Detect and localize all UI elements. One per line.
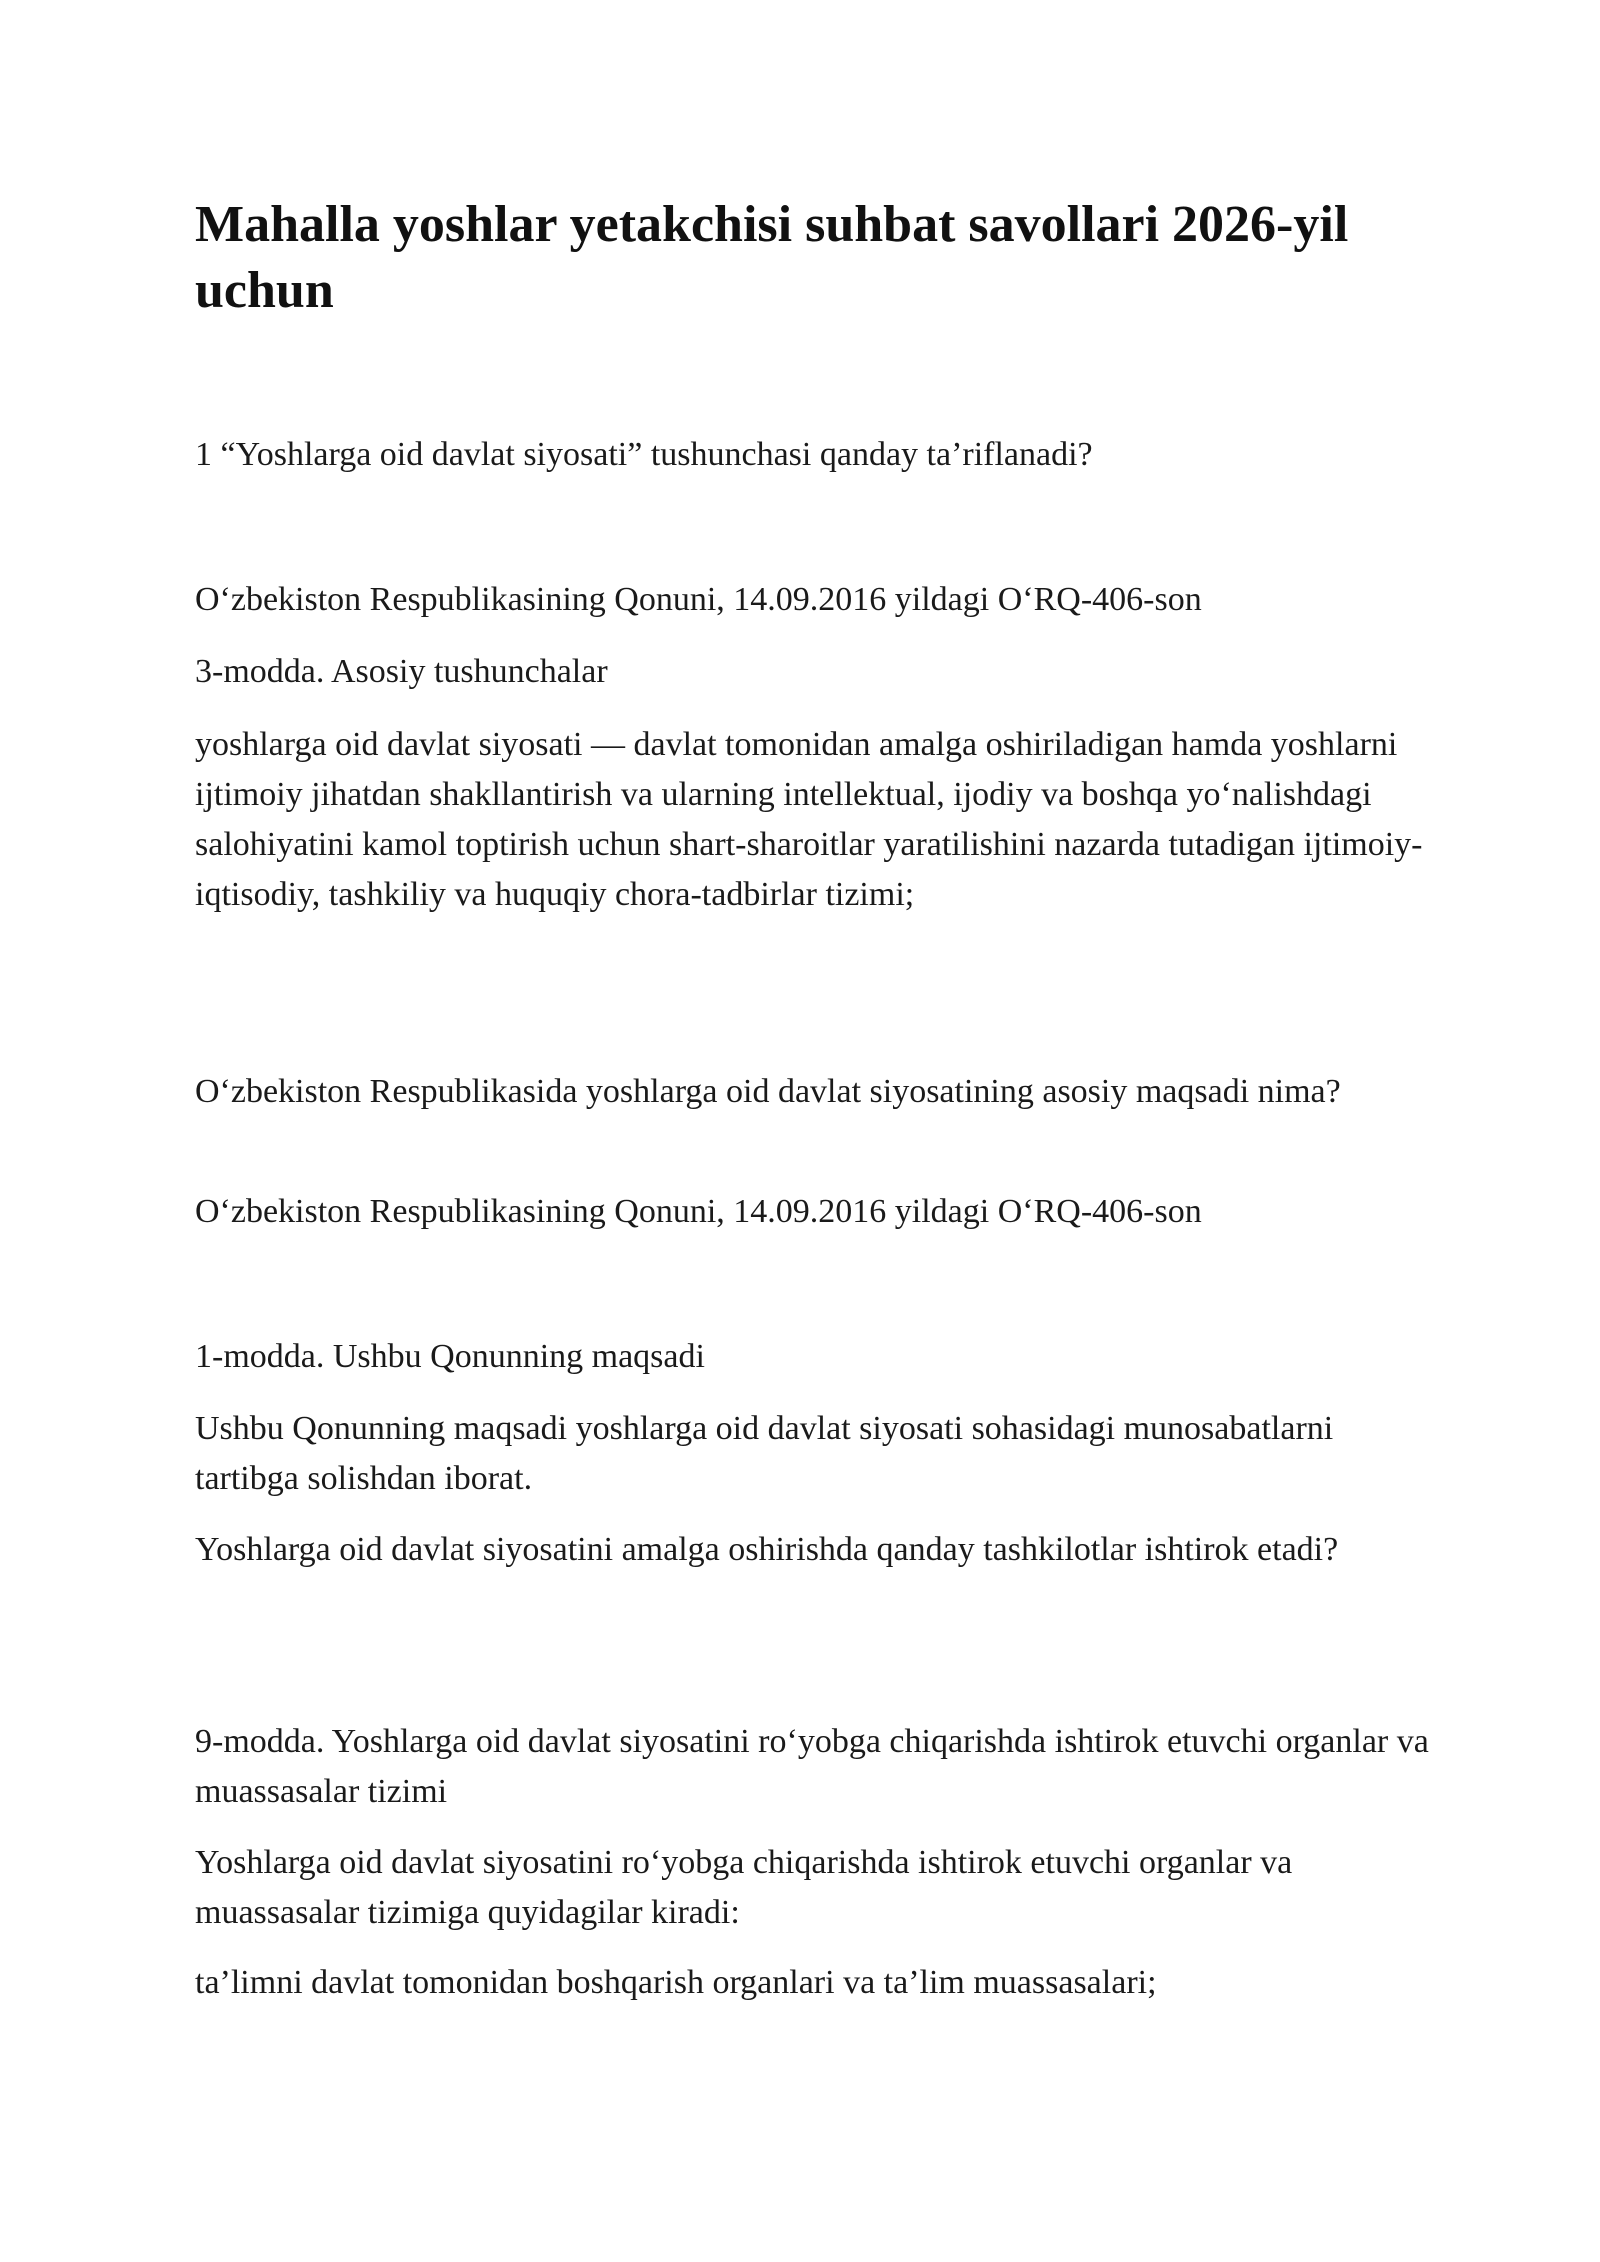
question-2: O‘zbekiston Respublikasida yoshlarga oid davlat siyosatining asosiy maqsadi nima?: [195, 1073, 1341, 1110]
law-reference: O‘zbekiston Respublikasining Qonuni, 14.09.2016 yildagi O‘RQ-406-son: [195, 1193, 1202, 1230]
list-item: ta’limni davlat tomonidan boshqarish organlari va ta’lim muassasalari;: [195, 1964, 1157, 2001]
question-3: Yoshlarga oid davlat siyosatini amalga oshirishda qanday tashkilotlar ishtirok etadi?: [195, 1531, 1339, 1568]
law-reference: O‘zbekiston Respublikasining Qonuni, 14.09.2016 yildagi O‘RQ-406-son: [195, 581, 1202, 618]
article-heading: 3-modda. Asosiy tushunchalar: [195, 653, 608, 690]
definition-paragraph: yoshlarga oid davlat siyosati — davlat tomonidan amalga oshiriladigan hamda yoshlarni ijtimoiy jihatdan shakllantirish va ularning intellektual, ijodiy va boshqa yo‘nalishdagi salohiyatini kamol toptirish uchun shart-sharoitlar yaratilishini nazarda tutadigan ijtimoiy-iqtisodiy, tashkiliy va huquqiy chora-tadbirlar tizimi;: [195, 726, 1423, 913]
document-title: Mahalla yoshlar yetakchisi suhbat savollari 2026-yil uchun: [195, 196, 1349, 319]
question-1: 1 “Yoshlarga oid davlat siyosati” tushunchasi qanday ta’riflanadi?: [195, 436, 1093, 473]
article-heading: 9-modda. Yoshlarga oid davlat siyosatini ro‘yobga chiqarishda ishtirok etuvchi organlar va muassasalar tizimi: [195, 1723, 1429, 1810]
answer-paragraph: Ushbu Qonunning maqsadi yoshlarga oid davlat siyosati sohasidagi munosabatlarni tartibga solishdan iborat.: [195, 1410, 1334, 1497]
article-heading: 1-modda. Ushbu Qonunning maqsadi: [195, 1338, 705, 1375]
answer-paragraph: Yoshlarga oid davlat siyosatini ro‘yobga chiqarishda ishtirok etuvchi organlar va muassasalar tizimiga quyidagilar kiradi:: [195, 1844, 1293, 1931]
